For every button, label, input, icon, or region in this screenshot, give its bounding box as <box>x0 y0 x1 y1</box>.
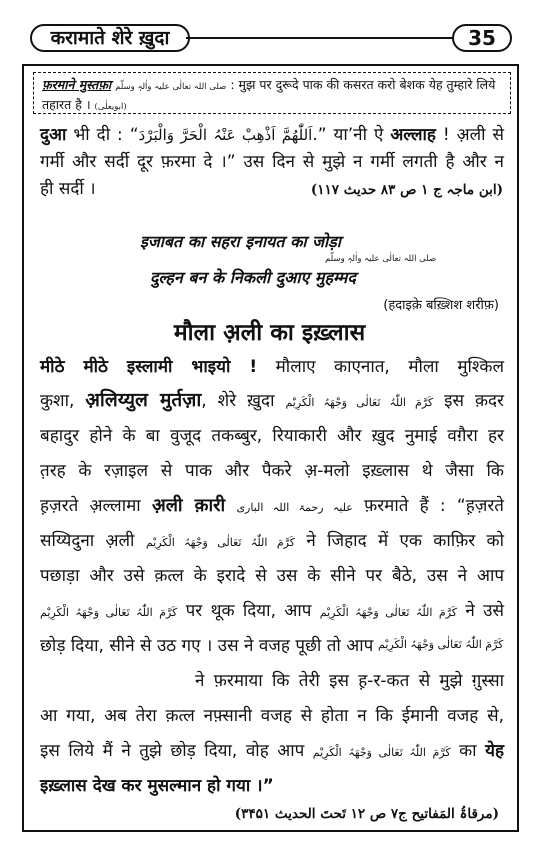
poem-salutation: صلی اللہ تعالٰی علیہ واٰلہٖ وسلّم <box>325 254 437 264</box>
section-line13: इख़्लास देख कर मुसल्मान हो गया ।” <box>40 776 274 796</box>
para1-line2: गर्मी और सर्दी दूर फ़रमा दे ।” उस दिन से मुझे न गर्मी लगती है और न <box>40 152 504 172</box>
section-line9-karam: کَرَّمَ اللّٰہُ تَعَالٰی وَجْھَہُ الْکَرِیْم <box>378 638 504 651</box>
page-number: 35 <box>452 24 512 52</box>
section-line9: छोड़ दिया, सीने से उठ गए । उस ने वजह पूछी तो आप <box>40 636 374 656</box>
notice-source: (ابویعلٰی) <box>94 102 127 112</box>
para1-citation: (ابن ماجہ ج ۱ ص ۸۳ حدیث ۱۱۷) <box>310 182 503 198</box>
notice-text: : मुझ पर दुरूदे पाक की कसरत करो बेशक येह तुम्हारे लिये तहारत है । <box>42 77 496 112</box>
section-line5: ह़ज़रते अ़ल्लामा अ़ली क़ारी علیہ رحمۃ اللہ الباری फ़रमाते हैं : “ह़ज़रते <box>40 495 504 516</box>
section-line6: सय्यिदुना अ़ली کَرَّمَ اللّٰہُ تَعَالٰی وَجْھَہُ الْکَرِیْم ने जिहाद में एक काफ़िर को <box>40 531 504 551</box>
section-line12: इस लिये मैं ने तुझे छोड़ दिया, वोह आप کَرَّمَ اللّٰہُ تَعَالٰی وَجْھَہُ الْکَرِیْم का येह <box>40 741 504 761</box>
section-line4: त़रह के रज़ाइल से पाक और पैकरे अ़-मलो इख़्लास थे जैसा कि <box>40 461 504 481</box>
farmane-mustafa-box <box>33 72 511 114</box>
section-line11: आ गया, अब तेरा क़त्ल नफ़्सानी वजह से होता न कि ईमानी वजह से, <box>40 706 504 726</box>
section-line1: मीठे मीठे इस्लामी भाइयो ! मौलाए काएनात, मौला मुश्किल <box>40 357 504 377</box>
notice-salutation: صلی اللہ تعالٰی علیہ واٰلہٖ وسلّم <box>115 82 227 92</box>
para1-line1: दुआ भी दी : “اَللّٰھُمَّ اَذْھِبْ عَنْہُ الْحَرَّ وَالْبَرْدَ.” या’नी ऐ अल्लाह ! अ़ली से <box>40 125 505 145</box>
notice-label: फ़रमाने मुस्तफ़ा <box>42 77 112 92</box>
header-rule <box>186 37 453 39</box>
section-line7: पछाड़ा और उसे क़त्ल के इरादे से उस के सीने पर बैठे, उस ने आप <box>40 566 504 586</box>
dua-arabic: اَللّٰھُمَّ اَذْھِبْ عَنْہُ الْحَرَّ وَالْبَرْدَ <box>138 126 313 144</box>
para1-line3: ही सर्दी । <box>40 179 96 199</box>
poem-line2: दुल्हन बन के निकली दुआए मुहम्मद <box>150 268 356 287</box>
book-title: करामाते शेरे ख़ुदा <box>30 24 190 52</box>
section-heading: मौला अ़ली का इख़्लास <box>173 320 366 346</box>
section-line10: ने फ़रमाया कि तेरी इस ह़-र-कत से मुझे ग़ुस्सा <box>195 671 504 691</box>
poem-line1: इजाबत का सहरा इनायत का जोड़ा <box>140 232 341 251</box>
section-line2: कुशा, अ़लिय्युल मुर्तज़ा, शेरे ख़ुदा کَرَّمَ اللّٰہُ تَعَالٰی وَجْھَہُ الْکَرِیْم इस क़दर <box>40 389 505 411</box>
section-line3: बहादुर होने के बा वुजूद तकब्बुर, रियाकारी और ख़ुद नुमाई वग़ैरा हर <box>40 426 504 446</box>
section-citation: (مرقاۃُ المَفاتیح ج۷ ص ۱۲ تَحتَ الحدیث ۳۴۵۱) <box>234 806 499 822</box>
section-line8: کَرَّمَ اللّٰہُ تَعَالٰی وَجْھَہُ الْکَرِیْم पर थूक दिया, आप کَرَّمَ اللّٰہُ تَعَالٰی وَجْھَہُ الْکَرِیْم ने उसे <box>40 601 504 621</box>
poem-source: (हदाइक़े बख़्शिश शरीफ़) <box>383 298 499 313</box>
page-header <box>0 0 539 64</box>
